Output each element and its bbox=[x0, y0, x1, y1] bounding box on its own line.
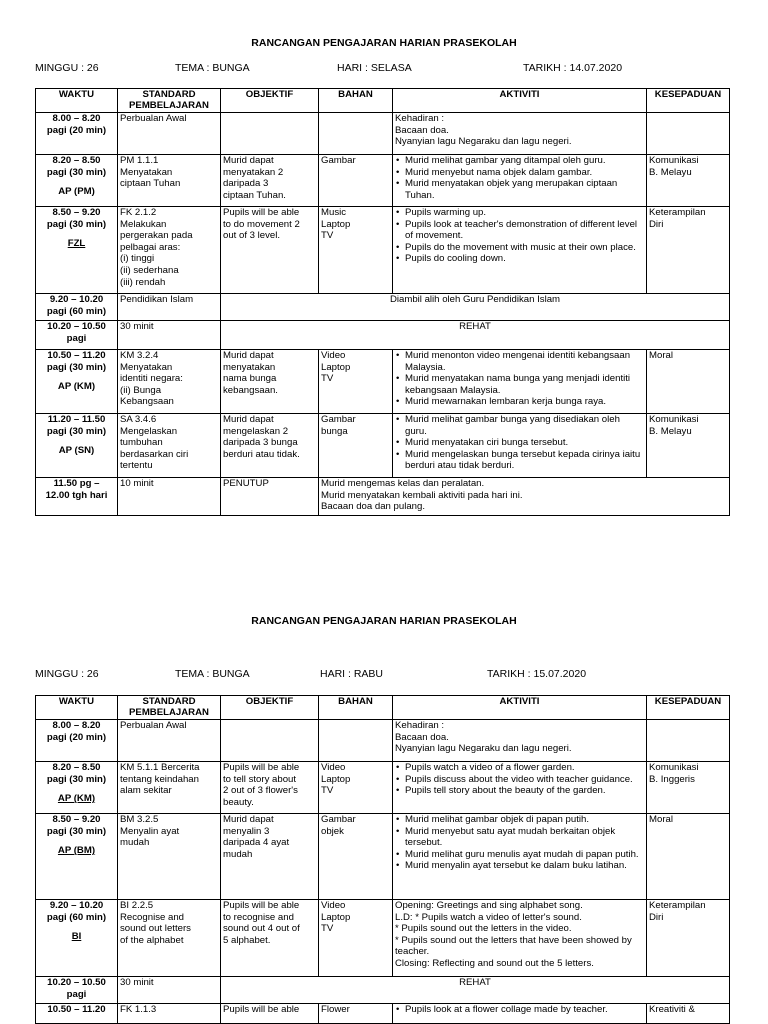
objektif-text: Pupils will be able bbox=[223, 207, 300, 218]
kesepaduan-cell bbox=[647, 900, 730, 977]
aktiviti-list bbox=[395, 814, 644, 872]
closing-text: Murid mengemas kelas dan peralatan. bbox=[321, 478, 485, 489]
time-text: 10.20 – 10.50 bbox=[47, 977, 106, 988]
aktiviti-text: Closing: Reflecting and sound out the 5 letters. bbox=[395, 957, 594, 969]
list-item: • Murid mengelaskan bunga tersebut kepada cirinya iaitu berduri atau tidak berduri. bbox=[395, 449, 644, 472]
time-text: 9.20 – 10.20 bbox=[49, 900, 104, 911]
closing-text: Bacaan doa dan pulang. bbox=[321, 501, 426, 513]
header-row bbox=[36, 696, 730, 720]
time-text: 8.20 – 8.50 bbox=[52, 762, 101, 773]
objektif-text: mudah bbox=[223, 848, 253, 860]
waktu-cell bbox=[36, 294, 118, 321]
time-text: 8.00 – 8.20 bbox=[52, 113, 101, 124]
bahan-cell bbox=[319, 814, 393, 900]
bahan-text: Flower bbox=[321, 1004, 350, 1015]
time-text: pagi (30 min) bbox=[46, 425, 107, 437]
bahan-text: TV bbox=[321, 785, 334, 797]
objektif-cell bbox=[221, 414, 319, 478]
objektif-text: 5 alphabet. bbox=[223, 934, 271, 946]
standard-text: Menyatakan bbox=[120, 361, 173, 373]
standard-text: (ii) Bunga bbox=[120, 384, 162, 396]
objektif-cell bbox=[221, 155, 319, 207]
aktiviti-cell bbox=[393, 1004, 647, 1024]
hari-label: HARI : SELASA bbox=[337, 62, 412, 74]
objektif-cell bbox=[221, 814, 319, 900]
time-text: pagi bbox=[66, 988, 87, 1000]
merged-cell: Diambil alih oleh Guru Pendidikan Islam bbox=[221, 294, 730, 321]
waktu-cell bbox=[36, 762, 118, 814]
objektif-text: Pupils will be able bbox=[223, 900, 300, 911]
standard-text: ciptaan Tuhan bbox=[120, 178, 181, 190]
col-header-kesepaduan: KESEPADUAN bbox=[647, 696, 730, 720]
table-row bbox=[36, 294, 730, 321]
standard-text: pelbagai aras: bbox=[120, 241, 181, 253]
standard-text: FK 1.1.3 bbox=[120, 1004, 157, 1015]
merged-cell: REHAT bbox=[221, 977, 730, 1004]
header-row bbox=[36, 89, 730, 113]
standard-text: of the alphabet bbox=[120, 934, 184, 946]
kesepaduan-text: Diri bbox=[649, 911, 664, 923]
objektif-text: daripada 3 bunga bbox=[223, 437, 298, 449]
list-item: • Murid melihat guru menulis ayat mudah di papan putih. bbox=[395, 849, 644, 861]
list-item: • Pupils look at teacher's demonstration of different level of movement. bbox=[395, 219, 644, 242]
objektif-text: to recognise and bbox=[223, 911, 294, 923]
bahan-text: Gambar bbox=[321, 814, 356, 825]
col-header-bahan: BAHAN bbox=[319, 696, 393, 720]
kesepaduan-text: Moral bbox=[649, 350, 673, 361]
standard-text: Menyalin ayat bbox=[120, 825, 180, 837]
table-row bbox=[36, 1004, 730, 1024]
col-header-waktu: WAKTU bbox=[36, 89, 118, 113]
merged-cell: REHAT bbox=[221, 321, 730, 350]
list-item: • Pupils do cooling down. bbox=[395, 253, 644, 265]
bahan-text: Laptop bbox=[321, 361, 351, 373]
list-item: • Murid menonton video mengenai identiti kebangsaan Malaysia. bbox=[395, 350, 644, 373]
table-row bbox=[36, 321, 730, 350]
waktu-cell bbox=[36, 900, 118, 977]
hari-label: HARI : RABU bbox=[320, 668, 384, 680]
col-header-waktu: WAKTU bbox=[36, 696, 118, 720]
objektif-text: beauty. bbox=[223, 796, 254, 808]
standard-text: mudah bbox=[120, 837, 150, 849]
standard-text: FK 2.1.2 bbox=[120, 207, 157, 218]
objektif-text: ciptaan Tuhan. bbox=[223, 189, 286, 201]
table-row bbox=[36, 207, 730, 294]
standard-cell bbox=[118, 814, 221, 900]
table-row bbox=[36, 350, 730, 414]
col-header-standard: STANDARD PEMBELAJARAN bbox=[118, 89, 221, 113]
waktu-cell bbox=[36, 478, 118, 516]
page-title: RANCANGAN PENGAJARAN HARIAN PRASEKOLAH bbox=[251, 37, 517, 49]
kesepaduan-text: Moral bbox=[649, 814, 673, 825]
standard-text: Perbualan Awal bbox=[120, 113, 187, 124]
list-item: • Pupils watch a video of a flower garden. bbox=[395, 762, 644, 774]
aktiviti-text: Bacaan doa. bbox=[395, 124, 449, 136]
aktiviti-list bbox=[395, 350, 644, 408]
objektif-text: mengelaskan 2 bbox=[223, 425, 289, 437]
standard-cell bbox=[118, 294, 221, 321]
standard-text: Kebangsaan bbox=[120, 396, 174, 408]
waktu-cell bbox=[36, 321, 118, 350]
list-item: • Murid mewarnakan lembaran kerja bunga raya. bbox=[395, 396, 644, 408]
kesepaduan-text: Komunikasi bbox=[649, 155, 699, 166]
lesson-plan-table bbox=[35, 695, 730, 1024]
waktu-cell bbox=[36, 814, 118, 900]
list-item: • Pupils warming up. bbox=[395, 207, 644, 219]
objektif-cell bbox=[221, 350, 319, 414]
objektif-cell bbox=[221, 1004, 319, 1024]
aktiviti-list bbox=[395, 414, 644, 472]
standard-text: pergerakan pada bbox=[120, 230, 193, 242]
bahan-cell bbox=[319, 207, 393, 294]
list-item: • Pupils look at a flower collage made by teacher. bbox=[395, 1004, 644, 1016]
aktiviti-cell bbox=[393, 414, 647, 478]
standard-text: Mengelaskan bbox=[120, 425, 178, 437]
bahan-text: Music bbox=[321, 207, 347, 218]
bahan-text: Video bbox=[321, 350, 346, 361]
kesepaduan-text: Keterampilan bbox=[649, 900, 706, 911]
lesson-plan-table bbox=[35, 88, 730, 516]
objektif-text: Murid dapat bbox=[223, 414, 274, 425]
standard-text: Pendidikan Islam bbox=[120, 294, 194, 305]
time-text: 11.20 – 11.50 bbox=[47, 414, 106, 425]
kesepaduan-cell bbox=[647, 414, 730, 478]
time-text: 11.50 pg – bbox=[53, 478, 100, 489]
objektif-text: 2 out of 3 flower's bbox=[223, 785, 298, 797]
table-row bbox=[36, 155, 730, 207]
time-text: 9.20 – 10.20 bbox=[49, 294, 104, 305]
list-item: • Murid melihat gambar objek di papan putih. bbox=[395, 814, 644, 826]
list-item: • Murid melihat gambar yang ditampal oleh guru. bbox=[395, 155, 644, 167]
standard-text: identiti negara: bbox=[120, 373, 183, 385]
bahan-text: Video bbox=[321, 900, 346, 911]
subject-code: FZL bbox=[67, 238, 86, 250]
list-item: • Murid menyalin ayat tersebut ke dalam buku latihan. bbox=[395, 860, 644, 872]
bahan-text: Gambar bbox=[321, 414, 356, 425]
aktiviti-text: * Pupils sound out the letters that have been showed by teacher. bbox=[395, 934, 632, 958]
aktiviti-text: Bacaan doa. bbox=[395, 731, 449, 743]
standard-text: Melakukan bbox=[120, 218, 167, 230]
aktiviti-text: * Pupils sound out the letters in the video. bbox=[395, 923, 572, 935]
kesepaduan-cell bbox=[647, 720, 730, 762]
bahan-text: bunga bbox=[321, 425, 348, 437]
bahan-cell bbox=[319, 1004, 393, 1024]
standard-text: 30 minit bbox=[120, 977, 154, 988]
col-header-objektif: OBJEKTIF bbox=[221, 89, 319, 113]
table-row bbox=[36, 478, 730, 516]
standard-text: (iii) rendah bbox=[120, 276, 166, 288]
table-row bbox=[36, 814, 730, 900]
aktiviti-text: Opening: Greetings and sing alphabet song. bbox=[395, 900, 583, 911]
kesepaduan-cell bbox=[647, 762, 730, 814]
objektif-text: menyatakan 2 bbox=[223, 166, 284, 178]
kesepaduan-text: Keterampilan bbox=[649, 207, 706, 218]
objektif-text: berduri atau tidak. bbox=[223, 448, 300, 460]
list-item: • Murid menyatakan ciri bunga tersebut. bbox=[395, 437, 644, 449]
objektif-text: Pupils will be able bbox=[223, 762, 300, 773]
objektif-text: Pupils will be able bbox=[223, 1004, 300, 1015]
aktiviti-text: Kehadiran : bbox=[395, 720, 445, 731]
minggu-label: MINGGU : 26 bbox=[35, 668, 99, 680]
waktu-cell bbox=[36, 155, 118, 207]
page-title: RANCANGAN PENGAJARAN HARIAN PRASEKOLAH bbox=[251, 615, 517, 627]
tarikh-label: TARIKH : 14.07.2020 bbox=[523, 62, 623, 74]
time-text: 10.50 – 11.20 bbox=[47, 1004, 106, 1015]
list-item: • Pupils do the movement with music at their own place. bbox=[395, 242, 644, 254]
table-row bbox=[36, 900, 730, 977]
time-text: pagi (30 min) bbox=[46, 361, 107, 373]
aktiviti-list bbox=[395, 207, 644, 265]
col-header-aktiviti: AKTIVITI bbox=[393, 696, 647, 720]
waktu-cell bbox=[36, 350, 118, 414]
col-header-kesepaduan: KESEPADUAN bbox=[647, 89, 730, 113]
objektif-text: daripada 4 ayat bbox=[223, 837, 290, 849]
aktiviti-list bbox=[395, 1004, 644, 1016]
bahan-cell bbox=[319, 414, 393, 478]
kesepaduan-text: Komunikasi bbox=[649, 414, 699, 425]
aktiviti-cell bbox=[393, 113, 647, 155]
bahan-cell bbox=[319, 350, 393, 414]
objektif-cell bbox=[221, 478, 319, 516]
bahan-cell bbox=[319, 900, 393, 977]
time-text: 10.20 – 10.50 bbox=[47, 321, 106, 332]
time-text: pagi (20 min) bbox=[46, 124, 107, 136]
standard-cell bbox=[118, 350, 221, 414]
standard-text: Perbualan Awal bbox=[120, 720, 187, 731]
subject-code: BI bbox=[71, 931, 82, 943]
kesepaduan-text: Diri bbox=[649, 218, 664, 230]
list-item: • Murid melihat gambar bunga yang disediakan oleh guru. bbox=[395, 414, 644, 437]
standard-text: alam sekitar bbox=[120, 785, 172, 797]
list-item: • Pupils tell story about the beauty of the garden. bbox=[395, 785, 644, 797]
objektif-text: PENUTUP bbox=[223, 478, 269, 489]
kesepaduan-cell bbox=[647, 814, 730, 900]
objektif-text: Murid dapat bbox=[223, 350, 274, 361]
aktiviti-cell bbox=[393, 207, 647, 294]
bahan-cell bbox=[319, 762, 393, 814]
objektif-cell bbox=[221, 762, 319, 814]
objektif-text: Murid dapat bbox=[223, 814, 274, 825]
kesepaduan-cell bbox=[647, 350, 730, 414]
aktiviti-list bbox=[395, 762, 644, 797]
standard-cell bbox=[118, 478, 221, 516]
tarikh-label: TARIKH : 15.07.2020 bbox=[487, 668, 587, 680]
list-item: • Murid menyatakan objek yang merupakan ciptaan Tuhan. bbox=[395, 178, 644, 201]
waktu-cell bbox=[36, 1004, 118, 1024]
minggu-label: MINGGU : 26 bbox=[35, 62, 99, 74]
aktiviti-cell bbox=[393, 900, 647, 977]
bahan-text: Laptop bbox=[321, 773, 351, 785]
standard-text: tertentu bbox=[120, 460, 153, 472]
aktiviti-cell bbox=[393, 762, 647, 814]
objektif-text: out of 3 level. bbox=[223, 230, 281, 242]
standard-cell bbox=[118, 321, 221, 350]
kesepaduan-cell bbox=[647, 1004, 730, 1024]
waktu-cell bbox=[36, 414, 118, 478]
time-text: 8.50 – 9.20 bbox=[52, 207, 101, 218]
time-text: 10.50 – 11.20 bbox=[47, 350, 106, 361]
aktiviti-text: Nyanyian lagu Negaraku dan lagu negeri. bbox=[395, 136, 572, 148]
subject-code: AP (PM) bbox=[58, 186, 95, 198]
time-text: 12.00 tgh hari bbox=[45, 489, 108, 501]
waktu-cell bbox=[36, 207, 118, 294]
col-header-aktiviti: AKTIVITI bbox=[393, 89, 647, 113]
standard-text: BI 2.2.5 bbox=[120, 900, 154, 911]
col-header-standard: STANDARD PEMBELAJARAN bbox=[118, 696, 221, 720]
standard-text: BM 3.2.5 bbox=[120, 814, 159, 825]
table-row bbox=[36, 414, 730, 478]
standard-text: KM 3.2.4 bbox=[120, 350, 159, 361]
kesepaduan-text: B. Melayu bbox=[649, 425, 692, 437]
col-header-objektif: OBJEKTIF bbox=[221, 696, 319, 720]
list-item: • Murid menyebut nama objek dalam gambar. bbox=[395, 167, 644, 179]
waktu-cell bbox=[36, 977, 118, 1004]
table-row bbox=[36, 762, 730, 814]
aktiviti-text: Nyanyian lagu Negaraku dan lagu negeri. bbox=[395, 743, 572, 755]
kesepaduan-text: Kreativiti & bbox=[649, 1004, 695, 1015]
aktiviti-cell bbox=[393, 814, 647, 900]
bahan-cell bbox=[319, 155, 393, 207]
bahan-text: TV bbox=[321, 923, 334, 935]
bahan-text: Video bbox=[321, 762, 346, 773]
col-header-bahan: BAHAN bbox=[319, 89, 393, 113]
kesepaduan-text: Komunikasi bbox=[649, 762, 699, 773]
standard-text: berdasarkan ciri bbox=[120, 448, 189, 460]
tema-label: TEMA : BUNGA bbox=[175, 62, 250, 74]
time-text: pagi bbox=[66, 332, 87, 344]
standard-text: (ii) sederhana bbox=[120, 264, 179, 276]
aktiviti-cell bbox=[393, 155, 647, 207]
waktu-cell bbox=[36, 113, 118, 155]
standard-text: PM 1.1.1 bbox=[120, 155, 159, 166]
standard-text: sound out letters bbox=[120, 923, 191, 935]
time-text: 8.00 – 8.20 bbox=[52, 720, 101, 731]
standard-cell bbox=[118, 207, 221, 294]
standard-cell bbox=[118, 977, 221, 1004]
aktiviti-text: L.D: * Pupils watch a video of letter's sound. bbox=[395, 911, 582, 923]
list-item: • Murid menyatakan nama bunga yang menjadi identiti kebangsaan Malaysia. bbox=[395, 373, 644, 396]
standard-text: Recognise and bbox=[120, 911, 185, 923]
standard-cell bbox=[118, 720, 221, 762]
time-text: pagi (60 min) bbox=[46, 911, 107, 923]
table-row bbox=[36, 720, 730, 762]
bahan-text: Gambar bbox=[321, 155, 356, 166]
table-row bbox=[36, 977, 730, 1004]
subject-code: AP (KM) bbox=[57, 793, 96, 805]
closing-text: Murid menyatakan kembali aktiviti pada hari ini. bbox=[321, 489, 523, 501]
objektif-cell bbox=[221, 900, 319, 977]
time-text: pagi (30 min) bbox=[46, 825, 107, 837]
kesepaduan-cell bbox=[647, 155, 730, 207]
standard-cell bbox=[118, 155, 221, 207]
standard-text: 30 minit bbox=[120, 321, 154, 332]
standard-text: tentang keindahan bbox=[120, 773, 199, 785]
list-item: • Pupils discuss about the video with teacher guidance. bbox=[395, 774, 644, 786]
kesepaduan-cell bbox=[647, 113, 730, 155]
bahan-text: Laptop bbox=[321, 218, 351, 230]
bahan-text: objek bbox=[321, 825, 344, 837]
aktiviti-text: Kehadiran : bbox=[395, 113, 445, 124]
time-text: pagi (30 min) bbox=[46, 773, 107, 785]
objektif-text: kebangsaan. bbox=[223, 384, 278, 396]
objektif-cell bbox=[221, 113, 319, 155]
bahan-text: TV bbox=[321, 373, 334, 385]
standard-text: SA 3.4.6 bbox=[120, 414, 157, 425]
closing-cell bbox=[319, 478, 730, 516]
objektif-text: Murid dapat bbox=[223, 155, 274, 166]
bahan-cell bbox=[319, 113, 393, 155]
standard-text: tumbuhan bbox=[120, 437, 163, 449]
aktiviti-cell bbox=[393, 350, 647, 414]
objektif-text: menyalin 3 bbox=[223, 825, 270, 837]
objektif-text: nama bunga bbox=[223, 373, 277, 385]
subject-code: AP (KM) bbox=[57, 381, 96, 393]
bahan-cell bbox=[319, 720, 393, 762]
objektif-text: sound out 4 out of bbox=[223, 923, 300, 935]
time-text: pagi (30 min) bbox=[46, 166, 107, 178]
standard-cell bbox=[118, 414, 221, 478]
time-text: pagi (30 min) bbox=[46, 218, 107, 230]
standard-cell bbox=[118, 1004, 221, 1024]
time-text: pagi (20 min) bbox=[46, 731, 107, 743]
time-text: pagi (60 min) bbox=[46, 305, 107, 317]
tema-label: TEMA : BUNGA bbox=[175, 668, 250, 680]
subject-code: AP (BM) bbox=[57, 845, 96, 857]
aktiviti-cell bbox=[393, 720, 647, 762]
standard-text: (i) tinggi bbox=[120, 253, 155, 265]
kesepaduan-text: B. Melayu bbox=[649, 166, 692, 178]
time-text: 8.20 – 8.50 bbox=[52, 155, 101, 166]
objektif-text: daripada 3 bbox=[223, 178, 269, 190]
objektif-text: to do movement 2 bbox=[223, 218, 300, 230]
kesepaduan-text: B. Inggeris bbox=[649, 773, 695, 785]
bahan-text: Laptop bbox=[321, 911, 351, 923]
time-text: 8.50 – 9.20 bbox=[52, 814, 101, 825]
objektif-text: menyatakan bbox=[223, 361, 276, 373]
objektif-cell bbox=[221, 207, 319, 294]
bahan-text: TV bbox=[321, 230, 334, 242]
standard-text: 10 minit bbox=[120, 478, 154, 489]
standard-cell bbox=[118, 113, 221, 155]
objektif-text: to tell story about bbox=[223, 773, 297, 785]
standard-cell bbox=[118, 900, 221, 977]
kesepaduan-cell bbox=[647, 207, 730, 294]
subject-code: AP (SN) bbox=[58, 445, 95, 457]
waktu-cell bbox=[36, 720, 118, 762]
aktiviti-list bbox=[395, 155, 644, 201]
objektif-cell bbox=[221, 720, 319, 762]
standard-cell bbox=[118, 762, 221, 814]
standard-text: KM 5.1.1 Bercerita bbox=[120, 762, 200, 773]
table-row bbox=[36, 113, 730, 155]
list-item: • Murid menyebut satu ayat mudah berkaitan objek tersebut. bbox=[395, 826, 644, 849]
standard-text: Menyatakan bbox=[120, 166, 173, 178]
